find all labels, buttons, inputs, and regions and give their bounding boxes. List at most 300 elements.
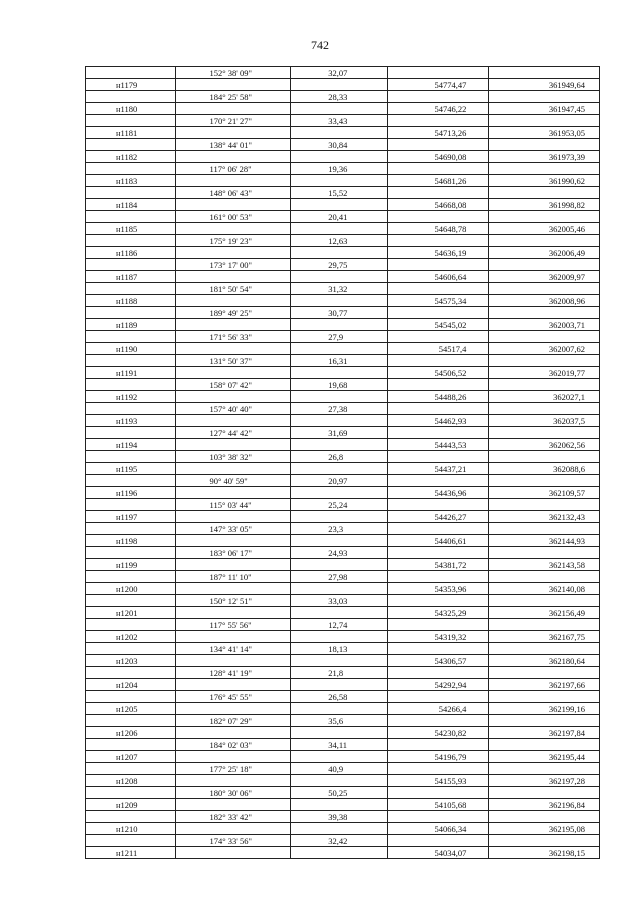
- y-coordinate-cell: [489, 811, 600, 823]
- y-coordinate-cell: 362109,57: [489, 487, 600, 499]
- x-coordinate-cell: [387, 715, 489, 727]
- distance-cell: [291, 847, 388, 859]
- x-coordinate-cell: 54381,72: [387, 559, 489, 571]
- direction-angle-cell: 115° 03' 44": [175, 499, 291, 511]
- distance-cell: [291, 271, 388, 283]
- x-coordinate-cell: 54606,64: [387, 271, 489, 283]
- x-coordinate-cell: [387, 619, 489, 631]
- point-name-cell: н1209: [86, 799, 176, 811]
- point-name-cell: н1207: [86, 751, 176, 763]
- direction-angle-cell: [175, 823, 291, 835]
- y-coordinate-cell: 361973,39: [489, 151, 600, 163]
- distance-cell: [291, 511, 388, 523]
- direction-angle-cell: [175, 295, 291, 307]
- coordinates-table: [85, 66, 600, 859]
- x-coordinate-cell: 54034,07: [387, 847, 489, 859]
- y-coordinate-cell: [489, 163, 600, 175]
- x-coordinate-cell: 54575,34: [387, 295, 489, 307]
- point-name-cell: [86, 763, 176, 775]
- distance-cell: [291, 607, 388, 619]
- y-coordinate-cell: [489, 619, 600, 631]
- point-name-cell: н1205: [86, 703, 176, 715]
- point-name-cell: н1201: [86, 607, 176, 619]
- direction-angle-cell: 158° 07' 42": [175, 379, 291, 391]
- point-name-cell: [86, 475, 176, 487]
- direction-angle-cell: [175, 415, 291, 427]
- distance-cell: [291, 367, 388, 379]
- distance-cell: 32,07: [291, 67, 388, 79]
- point-name-cell: [86, 211, 176, 223]
- direction-angle-cell: [175, 631, 291, 643]
- table-row: [86, 259, 600, 271]
- y-coordinate-cell: [489, 835, 600, 847]
- x-coordinate-cell: [387, 211, 489, 223]
- point-name-cell: [86, 403, 176, 415]
- direction-angle-cell: [175, 175, 291, 187]
- x-coordinate-cell: [387, 835, 489, 847]
- table-row: [86, 331, 600, 343]
- x-coordinate-cell: 54406,61: [387, 535, 489, 547]
- y-coordinate-cell: [489, 499, 600, 511]
- point-name-cell: н1211: [86, 847, 176, 859]
- direction-angle-cell: [175, 439, 291, 451]
- y-coordinate-cell: [489, 787, 600, 799]
- point-name-cell: [86, 259, 176, 271]
- point-name-cell: [86, 283, 176, 295]
- point-name-cell: н1190: [86, 343, 176, 355]
- direction-angle-cell: [175, 727, 291, 739]
- distance-cell: 40,9: [291, 763, 388, 775]
- table-row: [86, 559, 600, 571]
- table-row: [86, 103, 600, 115]
- x-coordinate-cell: 54066,34: [387, 823, 489, 835]
- direction-angle-cell: 152° 38' 09": [175, 67, 291, 79]
- distance-cell: 29,75: [291, 259, 388, 271]
- y-coordinate-cell: [489, 715, 600, 727]
- point-name-cell: н1186: [86, 247, 176, 259]
- point-name-cell: [86, 379, 176, 391]
- point-name-cell: н1180: [86, 103, 176, 115]
- point-name-cell: н1187: [86, 271, 176, 283]
- y-coordinate-cell: [489, 595, 600, 607]
- x-coordinate-cell: [387, 355, 489, 367]
- x-coordinate-cell: [387, 379, 489, 391]
- x-coordinate-cell: 54668,08: [387, 199, 489, 211]
- distance-cell: [291, 175, 388, 187]
- y-coordinate-cell: [489, 355, 600, 367]
- table-row: [86, 343, 600, 355]
- distance-cell: 34,11: [291, 739, 388, 751]
- table-row: [86, 391, 600, 403]
- distance-cell: [291, 103, 388, 115]
- direction-angle-cell: 173° 17' 00": [175, 259, 291, 271]
- table-row: [86, 163, 600, 175]
- table-row: [86, 91, 600, 103]
- y-coordinate-cell: 362144,93: [489, 535, 600, 547]
- y-coordinate-cell: 361949,64: [489, 79, 600, 91]
- table-row: [86, 823, 600, 835]
- table-row: [86, 643, 600, 655]
- distance-cell: [291, 223, 388, 235]
- x-coordinate-cell: [387, 595, 489, 607]
- distance-cell: [291, 127, 388, 139]
- table-row: [86, 547, 600, 559]
- direction-angle-cell: [175, 775, 291, 787]
- distance-cell: 30,84: [291, 139, 388, 151]
- direction-angle-cell: 189° 49' 25": [175, 307, 291, 319]
- direction-angle-cell: [175, 199, 291, 211]
- direction-angle-cell: 103° 38' 32": [175, 451, 291, 463]
- distance-cell: 24,93: [291, 547, 388, 559]
- x-coordinate-cell: 54230,82: [387, 727, 489, 739]
- x-coordinate-cell: 54353,96: [387, 583, 489, 595]
- direction-angle-cell: 148° 06' 43": [175, 187, 291, 199]
- y-coordinate-cell: [489, 67, 600, 79]
- direction-angle-cell: [175, 463, 291, 475]
- direction-angle-cell: [175, 391, 291, 403]
- table-row: [86, 499, 600, 511]
- distance-cell: [291, 799, 388, 811]
- point-name-cell: [86, 115, 176, 127]
- y-coordinate-cell: 362007,62: [489, 343, 600, 355]
- x-coordinate-cell: [387, 235, 489, 247]
- point-name-cell: н1198: [86, 535, 176, 547]
- y-coordinate-cell: 362197,84: [489, 727, 600, 739]
- y-coordinate-cell: [489, 427, 600, 439]
- distance-cell: 23,3: [291, 523, 388, 535]
- page-number: 742: [311, 38, 329, 52]
- point-name-cell: н1199: [86, 559, 176, 571]
- point-name-cell: н1206: [86, 727, 176, 739]
- direction-angle-cell: [175, 607, 291, 619]
- direction-angle-cell: 117° 06' 28": [175, 163, 291, 175]
- table-row: [86, 811, 600, 823]
- point-name-cell: н1197: [86, 511, 176, 523]
- distance-cell: 39,38: [291, 811, 388, 823]
- distance-cell: [291, 343, 388, 355]
- x-coordinate-cell: [387, 451, 489, 463]
- direction-angle-cell: 184° 25' 58": [175, 91, 291, 103]
- table-row: [86, 319, 600, 331]
- table-row: [86, 415, 600, 427]
- distance-cell: 35,6: [291, 715, 388, 727]
- table-row: [86, 271, 600, 283]
- y-coordinate-cell: 362180,64: [489, 655, 600, 667]
- direction-angle-cell: [175, 223, 291, 235]
- point-name-cell: [86, 739, 176, 751]
- distance-cell: [291, 823, 388, 835]
- direction-angle-cell: 127° 44' 42": [175, 427, 291, 439]
- point-name-cell: н1181: [86, 127, 176, 139]
- table-row: [86, 787, 600, 799]
- table-row: [86, 487, 600, 499]
- x-coordinate-cell: [387, 667, 489, 679]
- point-name-cell: [86, 691, 176, 703]
- direction-angle-cell: 131° 50' 37": [175, 355, 291, 367]
- x-coordinate-cell: [387, 763, 489, 775]
- point-name-cell: [86, 235, 176, 247]
- point-name-cell: [86, 619, 176, 631]
- table-row: [86, 67, 600, 79]
- point-name-cell: н1182: [86, 151, 176, 163]
- direction-angle-cell: [175, 703, 291, 715]
- direction-angle-cell: [175, 799, 291, 811]
- y-coordinate-cell: [489, 283, 600, 295]
- x-coordinate-cell: [387, 547, 489, 559]
- y-coordinate-cell: 362088,6: [489, 463, 600, 475]
- x-coordinate-cell: 54488,26: [387, 391, 489, 403]
- x-coordinate-cell: [387, 283, 489, 295]
- point-name-cell: н1185: [86, 223, 176, 235]
- y-coordinate-cell: [489, 91, 600, 103]
- y-coordinate-cell: [489, 139, 600, 151]
- table-row: [86, 691, 600, 703]
- y-coordinate-cell: 362008,96: [489, 295, 600, 307]
- direction-angle-cell: [175, 343, 291, 355]
- x-coordinate-cell: 54462,93: [387, 415, 489, 427]
- direction-angle-cell: 171° 56' 33": [175, 331, 291, 343]
- direction-angle-cell: 181° 50' 54": [175, 283, 291, 295]
- direction-angle-cell: 134° 41' 14": [175, 643, 291, 655]
- distance-cell: 20,41: [291, 211, 388, 223]
- y-coordinate-cell: 362140,08: [489, 583, 600, 595]
- table-row: [86, 367, 600, 379]
- distance-cell: 30,77: [291, 307, 388, 319]
- x-coordinate-cell: 54105,68: [387, 799, 489, 811]
- distance-cell: [291, 463, 388, 475]
- x-coordinate-cell: [387, 403, 489, 415]
- x-coordinate-cell: 54690,08: [387, 151, 489, 163]
- distance-cell: [291, 391, 388, 403]
- table-row: [86, 847, 600, 859]
- table-row: [86, 247, 600, 259]
- y-coordinate-cell: 361990,62: [489, 175, 600, 187]
- table-row: [86, 571, 600, 583]
- distance-cell: 28,33: [291, 91, 388, 103]
- y-coordinate-cell: 362195,08: [489, 823, 600, 835]
- table-row: [86, 775, 600, 787]
- x-coordinate-cell: [387, 499, 489, 511]
- x-coordinate-cell: [387, 187, 489, 199]
- distance-cell: [291, 151, 388, 163]
- distance-cell: [291, 703, 388, 715]
- y-coordinate-cell: [489, 331, 600, 343]
- direction-angle-cell: 90° 40' 59": [175, 475, 291, 487]
- x-coordinate-cell: [387, 643, 489, 655]
- table-row: [86, 607, 600, 619]
- point-name-cell: н1191: [86, 367, 176, 379]
- distance-cell: [291, 631, 388, 643]
- table-row: [86, 175, 600, 187]
- table-row: [86, 667, 600, 679]
- table-row: [86, 619, 600, 631]
- direction-angle-cell: 150° 12' 51": [175, 595, 291, 607]
- direction-angle-cell: 182° 33' 42": [175, 811, 291, 823]
- distance-cell: 19,36: [291, 163, 388, 175]
- distance-cell: 31,32: [291, 283, 388, 295]
- direction-angle-cell: [175, 535, 291, 547]
- point-name-cell: н1208: [86, 775, 176, 787]
- x-coordinate-cell: [387, 331, 489, 343]
- x-coordinate-cell: 54437,21: [387, 463, 489, 475]
- distance-cell: [291, 487, 388, 499]
- table-row: [86, 187, 600, 199]
- x-coordinate-cell: 54266,4: [387, 703, 489, 715]
- y-coordinate-cell: 362195,44: [489, 751, 600, 763]
- y-coordinate-cell: 362167,75: [489, 631, 600, 643]
- y-coordinate-cell: 362009,97: [489, 271, 600, 283]
- x-coordinate-cell: 54319,32: [387, 631, 489, 643]
- x-coordinate-cell: [387, 571, 489, 583]
- y-coordinate-cell: [489, 547, 600, 559]
- table-row: [86, 727, 600, 739]
- point-name-cell: [86, 163, 176, 175]
- y-coordinate-cell: [489, 235, 600, 247]
- y-coordinate-cell: 362027,1: [489, 391, 600, 403]
- direction-angle-cell: [175, 751, 291, 763]
- direction-angle-cell: 117° 55' 56": [175, 619, 291, 631]
- table-row: [86, 475, 600, 487]
- x-coordinate-cell: 54196,79: [387, 751, 489, 763]
- x-coordinate-cell: [387, 787, 489, 799]
- table-row: [86, 199, 600, 211]
- distance-cell: [291, 679, 388, 691]
- table-row: [86, 115, 600, 127]
- table-row: [86, 211, 600, 223]
- point-name-cell: н1179: [86, 79, 176, 91]
- y-coordinate-cell: [489, 643, 600, 655]
- y-coordinate-cell: [489, 475, 600, 487]
- x-coordinate-cell: [387, 91, 489, 103]
- point-name-cell: н1210: [86, 823, 176, 835]
- x-coordinate-cell: 54713,26: [387, 127, 489, 139]
- y-coordinate-cell: [489, 691, 600, 703]
- direction-angle-cell: [175, 847, 291, 859]
- distance-cell: 31,69: [291, 427, 388, 439]
- table-row: [86, 151, 600, 163]
- y-coordinate-cell: [489, 211, 600, 223]
- point-name-cell: н1188: [86, 295, 176, 307]
- table-row: [86, 703, 600, 715]
- point-name-cell: н1195: [86, 463, 176, 475]
- point-name-cell: н1189: [86, 319, 176, 331]
- distance-cell: 33,43: [291, 115, 388, 127]
- table-row: [86, 127, 600, 139]
- table-row: [86, 799, 600, 811]
- table-row: [86, 235, 600, 247]
- table-row: [86, 523, 600, 535]
- direction-angle-cell: 180° 30' 06": [175, 787, 291, 799]
- direction-angle-cell: 184° 02' 03": [175, 739, 291, 751]
- y-coordinate-cell: 362037,5: [489, 415, 600, 427]
- y-coordinate-cell: 362132,43: [489, 511, 600, 523]
- point-name-cell: [86, 91, 176, 103]
- x-coordinate-cell: 54306,57: [387, 655, 489, 667]
- distance-cell: 18,13: [291, 643, 388, 655]
- direction-angle-cell: 182° 07' 29": [175, 715, 291, 727]
- y-coordinate-cell: 362006,49: [489, 247, 600, 259]
- y-coordinate-cell: 361998,82: [489, 199, 600, 211]
- x-coordinate-cell: 54545,02: [387, 319, 489, 331]
- y-coordinate-cell: [489, 403, 600, 415]
- table-row: [86, 451, 600, 463]
- distance-cell: 12,74: [291, 619, 388, 631]
- point-name-cell: [86, 595, 176, 607]
- direction-angle-cell: [175, 247, 291, 259]
- y-coordinate-cell: 362199,16: [489, 703, 600, 715]
- x-coordinate-cell: 54292,94: [387, 679, 489, 691]
- distance-cell: [291, 655, 388, 667]
- x-coordinate-cell: [387, 427, 489, 439]
- direction-angle-cell: 161° 00' 53": [175, 211, 291, 223]
- table-row: [86, 655, 600, 667]
- direction-angle-cell: 177° 25' 18": [175, 763, 291, 775]
- direction-angle-cell: [175, 103, 291, 115]
- y-coordinate-cell: [489, 763, 600, 775]
- x-coordinate-cell: 54436,96: [387, 487, 489, 499]
- point-name-cell: н1200: [86, 583, 176, 595]
- distance-cell: 16,31: [291, 355, 388, 367]
- x-coordinate-cell: 54774,47: [387, 79, 489, 91]
- distance-cell: 27,98: [291, 571, 388, 583]
- point-name-cell: н1204: [86, 679, 176, 691]
- distance-cell: [291, 559, 388, 571]
- x-coordinate-cell: 54636,19: [387, 247, 489, 259]
- coordinates-table-body: [86, 67, 600, 859]
- point-name-cell: [86, 571, 176, 583]
- point-name-cell: [86, 139, 176, 151]
- point-name-cell: н1202: [86, 631, 176, 643]
- direction-angle-cell: [175, 319, 291, 331]
- direction-angle-cell: 170° 21' 27": [175, 115, 291, 127]
- table-row: [86, 535, 600, 547]
- table-row: [86, 751, 600, 763]
- point-name-cell: н1196: [86, 487, 176, 499]
- point-name-cell: [86, 667, 176, 679]
- table-row: [86, 715, 600, 727]
- x-coordinate-cell: [387, 67, 489, 79]
- y-coordinate-cell: 362198,15: [489, 847, 600, 859]
- point-name-cell: [86, 187, 176, 199]
- y-coordinate-cell: [489, 739, 600, 751]
- direction-angle-cell: [175, 127, 291, 139]
- distance-cell: [291, 583, 388, 595]
- y-coordinate-cell: [489, 571, 600, 583]
- point-name-cell: [86, 331, 176, 343]
- direction-angle-cell: 147° 33' 05": [175, 523, 291, 535]
- point-name-cell: [86, 715, 176, 727]
- point-name-cell: [86, 307, 176, 319]
- distance-cell: 15,52: [291, 187, 388, 199]
- distance-cell: 25,24: [291, 499, 388, 511]
- direction-angle-cell: 174° 33' 56": [175, 835, 291, 847]
- distance-cell: 50,25: [291, 787, 388, 799]
- point-name-cell: [86, 643, 176, 655]
- table-row: [86, 835, 600, 847]
- table-row: [86, 511, 600, 523]
- y-coordinate-cell: [489, 451, 600, 463]
- table-row: [86, 307, 600, 319]
- distance-cell: [291, 439, 388, 451]
- direction-angle-cell: 128° 41' 19": [175, 667, 291, 679]
- direction-angle-cell: [175, 559, 291, 571]
- point-name-cell: [86, 523, 176, 535]
- point-name-cell: [86, 811, 176, 823]
- distance-cell: 32,42: [291, 835, 388, 847]
- distance-cell: [291, 415, 388, 427]
- x-coordinate-cell: [387, 139, 489, 151]
- x-coordinate-cell: [387, 739, 489, 751]
